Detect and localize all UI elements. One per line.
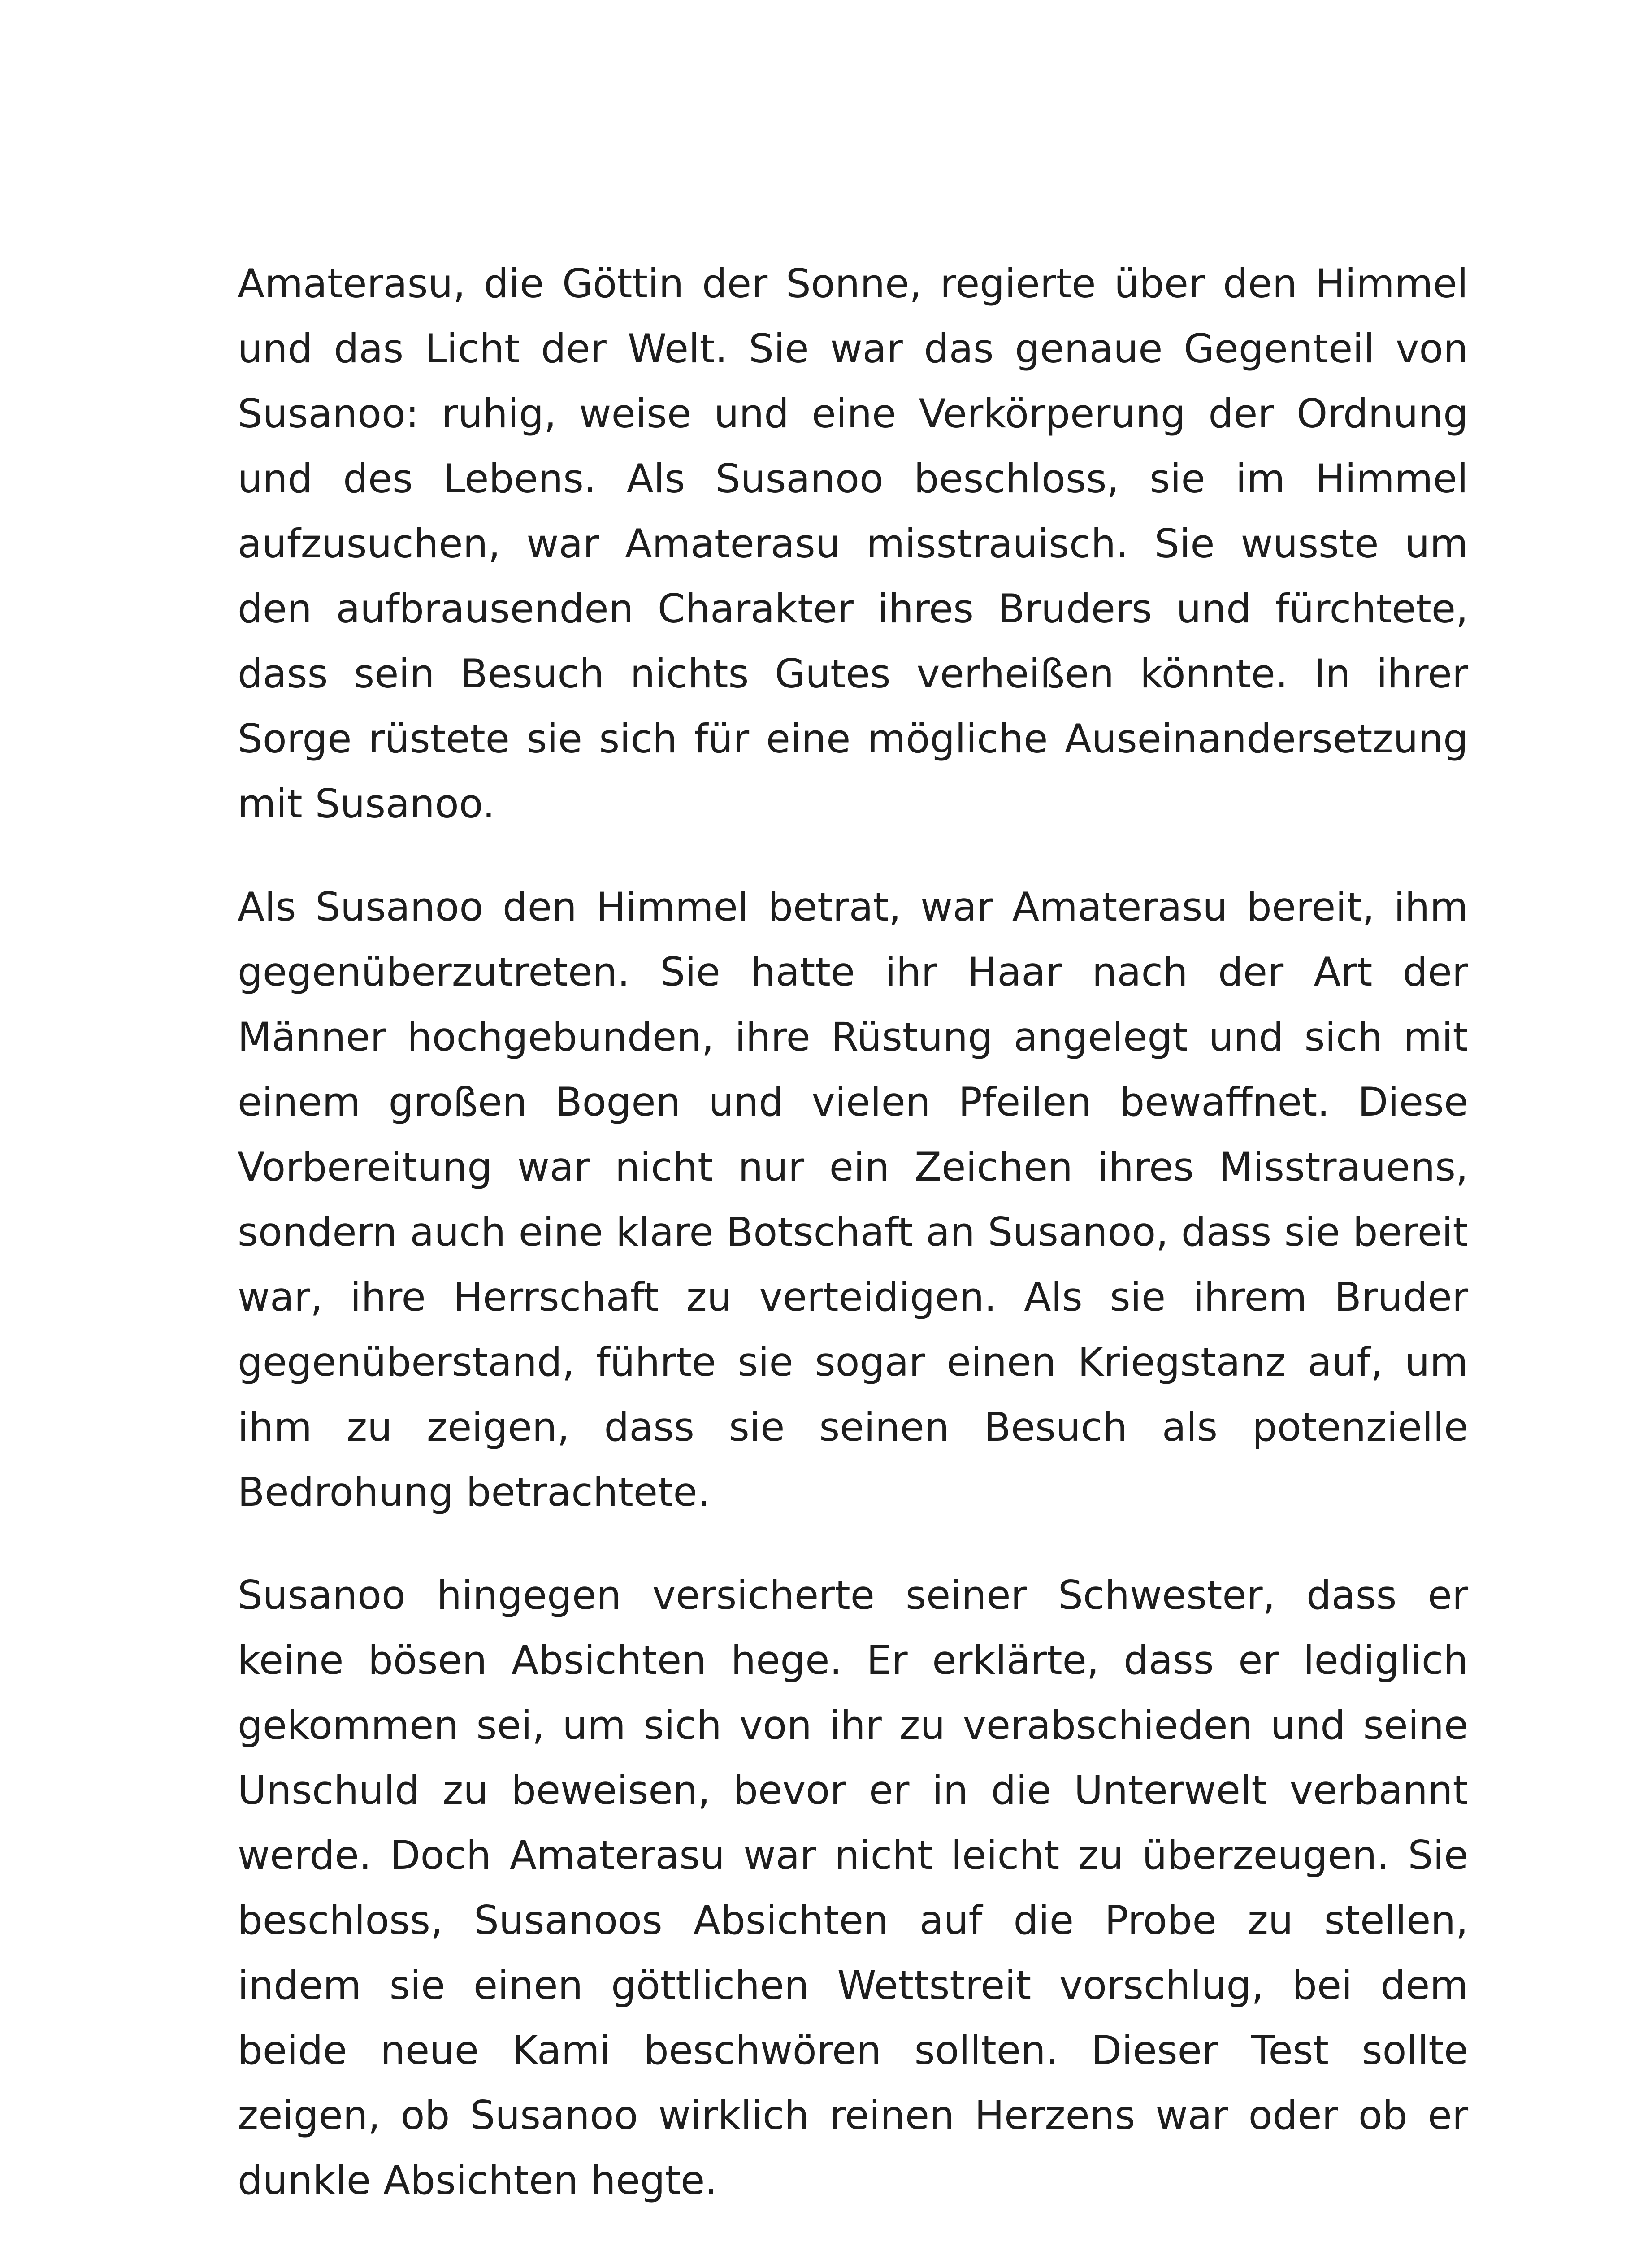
- paragraph-1: Amaterasu, die Göttin der Sonne, regierte über den Himmel und das Licht der Welt. Sie war das genaue Gegenteil von Susanoo: ruhig, weise und eine Verkörperung der Ordnung und des Lebens. Als Susanoo beschloss, sie im Himmel aufzusuchen, war Amaterasu misstrauisch. Sie wusste um den aufbrausenden Charakter ihres Bruders und fürchtete, dass sein Besuch nichts Gutes verheißen könnte. In ihrer Sorge rüstete sie sich für eine mögliche Auseinandersetzung mit Susanoo.: [238, 261, 1468, 827]
- paragraph-2: Als Susanoo den Himmel betrat, war Amaterasu bereit, ihm gegenüberzutreten. Sie hatte ihr Haar nach der Art der Männer hochgebunden, ihre Rüstung angelegt und sich mit einem großen Bogen und vielen Pfeilen bewaffnet. Diese Vorbereitung war nicht nur ein Zeichen ihres Misstrauens, sondern auch eine klare Botschaft an Susanoo, dass sie bereit war, ihre Herrschaft zu verteidigen. Als sie ihrem Bruder gegenüberstand, führte sie sogar einen Kriegstanz auf, um ihm zu zeigen, dass sie seinen Besuch als potenzielle Bedrohung betrachtete.: [238, 884, 1468, 1515]
- paragraph-3: Susanoo hingegen versicherte seiner Schwester, dass er keine bösen Absichten hege. Er erklärte, dass er lediglich gekommen sei, um sich von ihr zu verabschieden und seine Unschuld zu beweisen, bevor er in die Unterwelt verbannt werde. Doch Amaterasu war nicht leicht zu überzeugen. Sie beschloss, Susanoos Absichten auf die Probe zu stellen, indem sie einen göttlichen Wettstreit vorschlug, bei dem beide neue Kami beschwören sollten. Dieser Test sollte zeigen, ob Susanoo wirklich reinen Herzens war oder ob er dunkle Absichten hegte.: [238, 1572, 1468, 2203]
- body-text: [238, 251, 1468, 2242]
